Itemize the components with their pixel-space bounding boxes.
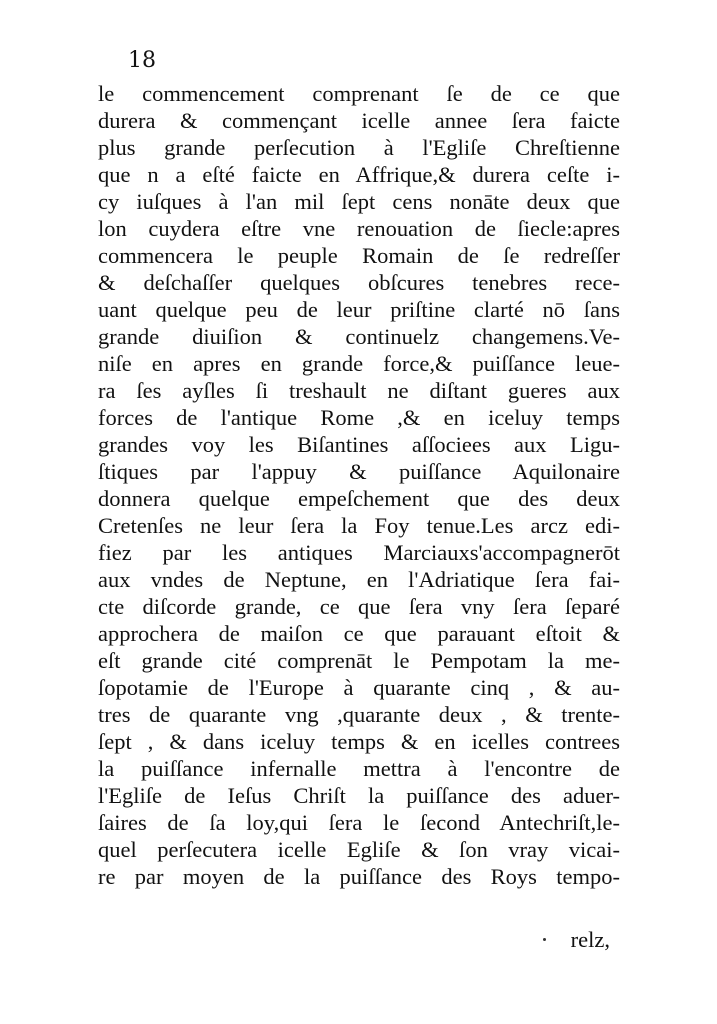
text-line: la puiſſance infernalle mettra à l'encontre de — [98, 756, 620, 781]
text-line: aux vndes de Neptune, en l'Adriatique ſera fai- — [98, 567, 620, 592]
text-line: durera & commençant icelle annee ſera faicte — [98, 108, 620, 133]
text-line: donnera quelque empeſchement que des deux — [98, 486, 620, 511]
text-line: lon cuydera eſtre vne renouation de ſiecle:apres — [98, 216, 620, 241]
page-number: 18 — [128, 48, 156, 73]
text-line: forces de l'antique Rome ,& en iceluy temps — [98, 405, 620, 430]
text-line: fiez par les antiques Marciauxs'accompagnerōt — [98, 540, 620, 565]
catchword: relz, — [570, 927, 610, 952]
text-line: re par moyen de la puiſſance des Roys tempo- — [98, 864, 620, 889]
text-line: quel perſecutera icelle Egliſe & ſon vray vicai- — [98, 837, 620, 862]
text-line: ſtiques par l'appuy & puiſſance Aquilonaire — [98, 459, 620, 484]
text-line: eſt grande cité comprenāt le Pempotam la me- — [98, 648, 620, 673]
text-line: approchera de maiſon ce que parauant eſtoit & — [98, 621, 620, 646]
text-line: que n a eſté faicte en Affrique,& durera ceſte i- — [98, 162, 620, 187]
text-line: le commencement comprenant ſe de ce que — [98, 81, 620, 106]
text-line: Cretenſes ne leur ſera la Foy tenue.Les arcz edi- — [98, 513, 620, 538]
text-line: l'Egliſe de Ieſus Chriſt la puiſſance des aduer- — [98, 783, 620, 808]
text-line: ſaires de ſa loy,qui ſera le ſecond Antechriſt,le- — [98, 810, 620, 835]
text-line: cte diſcorde grande, ce que ſera vny ſera ſeparé — [98, 594, 620, 619]
text-line: niſe en apres en grande force,& puiſſance leue- — [98, 351, 620, 376]
text-line: plus grande perſecution à l'Egliſe Chreſtienne — [98, 135, 620, 160]
text-line: & deſchaſſer quelques obſcures tenebres rece- — [98, 270, 620, 295]
text-line: grandes voy les Biſantines aſſociees aux Ligu- — [98, 432, 620, 457]
text-line: commencera le peuple Romain de ſe redreſſer — [98, 243, 620, 268]
text-line: uant quelque peu de leur priſtine clarté nō ſans — [98, 297, 620, 322]
text-line: cy iuſques à l'an mil ſept cens nonāte deux que — [98, 189, 620, 214]
text-block — [98, 80, 620, 890]
text-line: ſopotamie de l'Europe à quarante cinq , & au- — [98, 675, 620, 700]
text-line: ra ſes ayſles ſi treshault ne diſtant gueres aux — [98, 378, 620, 403]
text-line: tres de quarante vng ,quarante deux , & trente- — [98, 702, 620, 727]
text-line: ſept , & dans iceluy temps & en icelles contrees — [98, 729, 620, 754]
text-line: grande diuiſion & continuelz changemens.Ve- — [98, 324, 620, 349]
